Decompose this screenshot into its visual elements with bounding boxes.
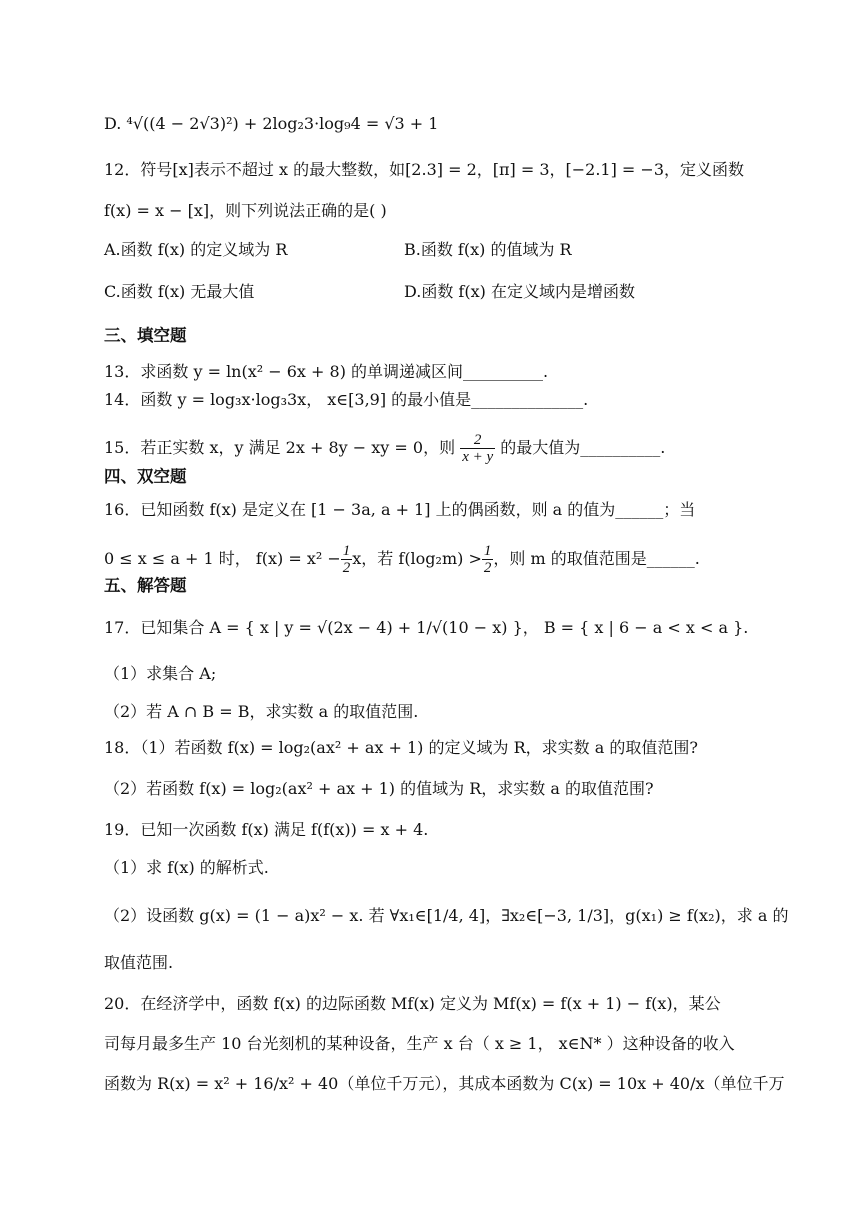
q19: 19．已知一次函数 f(x) 满足 f(f(x)) = x + 4.: [104, 820, 429, 839]
q16-fraction-half: $\frac{1}{2}$: [342, 543, 351, 576]
q12-stem-line2: f(x) = x − [x]，则下列说法正确的是( ): [104, 201, 387, 220]
q20-line1: 20．在经济学中，函数 f(x) 的边际函数 Mf(x) 定义为 Mf(x) = f(x + 1) − f(x)，某公: [104, 994, 721, 1013]
q11-option-d: D. ⁴√((4 − 2√3)²) + 2log₂3·log₉4 = √3 + 1: [104, 114, 439, 133]
q16-line2: 0 ≤ x ≤ a + 1 时， f(x) = x² − $\frac{1}{2}$ x，若 f(log₂m) > $\frac{1}{2}$ ，则 m 的取值范围是______.: [104, 543, 700, 576]
q15: 15．若正实数 x，y 满足 2x + 8y − xy = 0，则 $\frac{2}{x + y}$ 的最大值为__________.: [104, 432, 666, 465]
q19-part1: （1）求 f(x) 的解析式.: [104, 858, 269, 877]
q17: 17．已知集合 A = { x | y = √(2x − 4) + 1/√(10 − x) }， B = { x | 6 − a < x < a }.: [104, 618, 749, 637]
q12-option-a: A.函数 f(x) 的定义域为 R: [104, 240, 288, 259]
q16-line1: 16．已知函数 f(x) 是定义在 [1 − 3a, a + 1] 上的偶函数，则 a 的值为______；当: [104, 500, 696, 519]
q12-stem-line1: 12．符号[x]表示不超过 x 的最大整数，如[2.3] = 2，[π] = 3，[−2.1] = −3，定义函数: [104, 160, 745, 179]
q12-options-row2: [104, 282, 764, 302]
q12-option-c: C.函数 f(x) 无最大值: [104, 282, 255, 301]
q12-option-b: B.函数 f(x) 的值域为 R: [404, 240, 572, 259]
q15-fraction: $\frac{2}{x + y}$: [462, 432, 494, 465]
q20-line2: 司每月最多生产 10 台光刻机的某种设备，生产 x 台（ x ≥ 1， x∈N* ）这种设备的收入: [104, 1034, 735, 1053]
q13: 13．求函数 y = ln(x² − 6x + 8) 的单调递减区间__________.: [104, 362, 549, 381]
q16-fraction-half-2: $\frac{1}{2}$: [483, 543, 492, 576]
q18-part2: （2）若函数 f(x) = log₂(ax² + ax + 1) 的值域为 R，求实数 a 的取值范围?: [104, 779, 654, 798]
q17-part1: （1）求集合 A;: [104, 664, 217, 683]
section-heading-double-blank: 四、双空题: [104, 467, 187, 486]
q20-line3: 函数为 R(x) = x² + 16/x² + 40（单位千万元），其成本函数为 C(x) = 10x + 40/x（单位千万: [104, 1074, 785, 1093]
q12-options-row1: [104, 240, 764, 260]
section-heading-solutions: 五、解答题: [104, 576, 187, 595]
q12-option-d: D.函数 f(x) 在定义域内是增函数: [404, 282, 635, 301]
q19-part2-cont: 取值范围.: [104, 953, 174, 972]
q17-part2: （2）若 A ∩ B = B，求实数 a 的取值范围.: [104, 702, 419, 721]
q18-part1: 18．（1）若函数 f(x) = log₂(ax² + ax + 1) 的定义域为 R，求实数 a 的取值范围?: [104, 738, 698, 757]
q14: 14．函数 y = log₃x·log₃3x， x∈[3,9] 的最小值是______________.: [104, 390, 589, 409]
section-heading-fill-in: 三、填空题: [104, 326, 187, 345]
q19-part2: （2）设函数 g(x) = (1 − a)x² − x. 若 ∀x₁∈[1/4, 4]，∃x₂∈[−3, 1/3]，g(x₁) ≥ f(x₂)，求 a 的: [104, 906, 789, 925]
